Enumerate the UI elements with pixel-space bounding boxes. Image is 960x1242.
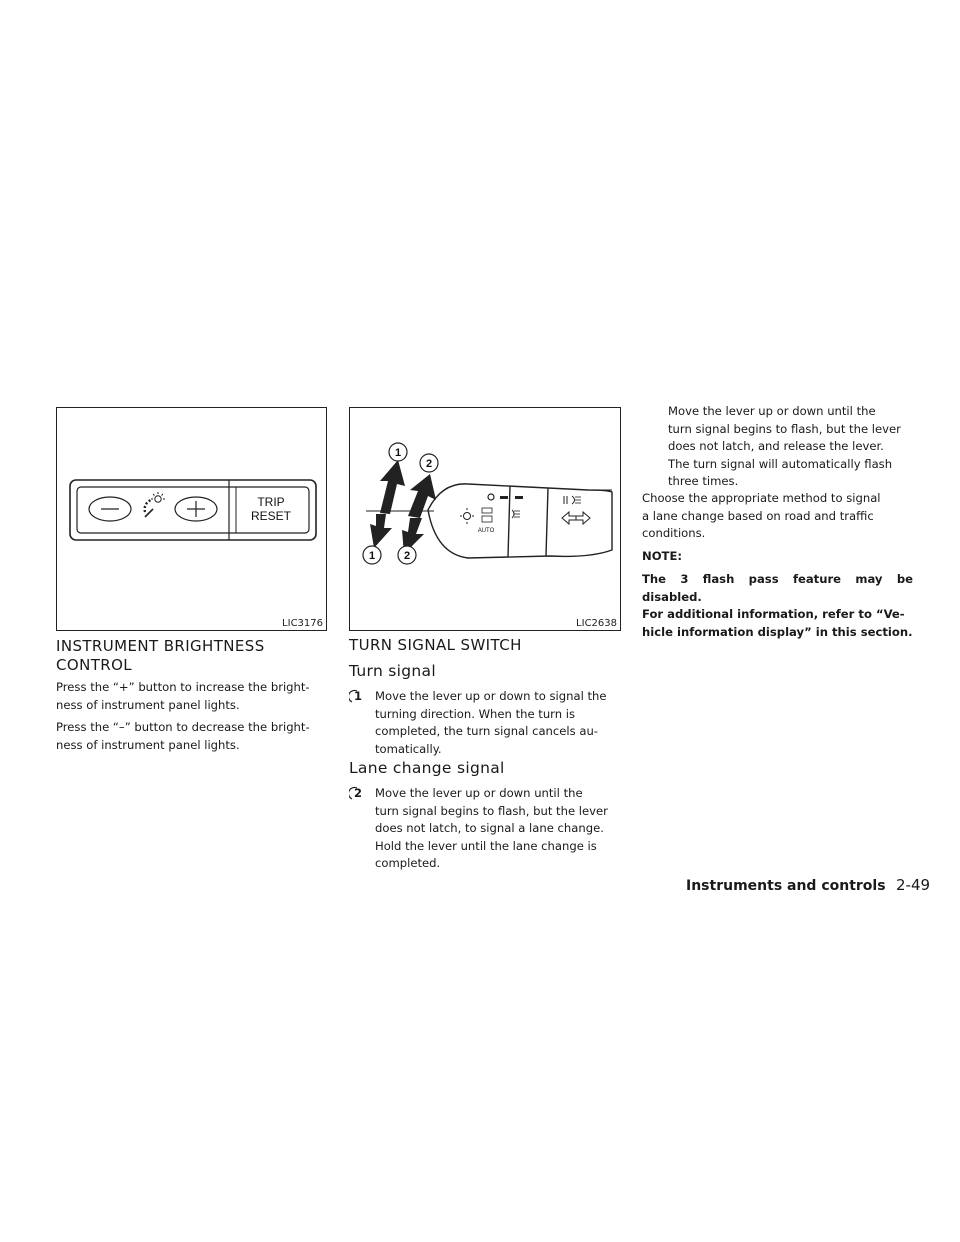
minus-button-icon bbox=[89, 497, 131, 521]
arrow-label-up-2: 2 bbox=[425, 458, 433, 470]
note-text bbox=[642, 571, 913, 641]
lane-change-subheading: Lane change signal bbox=[349, 759, 505, 777]
text-line: does not latch, and release the lever. bbox=[668, 439, 884, 453]
arrow-label-down-1: 1 bbox=[368, 550, 376, 562]
text-line: turn signal begins to flash, but the lever bbox=[668, 421, 901, 436]
arrow-label-up-1: 1 bbox=[394, 447, 402, 459]
brightness-control-figure bbox=[56, 407, 327, 631]
text-line: The turn signal will automatically flash bbox=[668, 456, 893, 471]
brightness-para-1 bbox=[56, 679, 326, 714]
text-line: ness of instrument panel lights. bbox=[56, 737, 240, 752]
text-line: Move the lever up or down until the bbox=[668, 404, 876, 418]
text-line: turning direction. When the turn is bbox=[375, 706, 576, 721]
footer-section: Instruments and controls bbox=[686, 878, 886, 894]
text-line: Choose the appropriate method to signal bbox=[642, 491, 881, 505]
item-number-1: 1 bbox=[352, 689, 364, 703]
auto-label: AUTO bbox=[477, 528, 495, 534]
text-line: does not latch, to signal a lane change. bbox=[375, 821, 604, 835]
item-number-2: 2 bbox=[352, 786, 364, 800]
text-line: Move the lever up or down to signal the bbox=[375, 689, 607, 703]
text-line: completed. bbox=[375, 856, 441, 870]
trip-label: TRIP bbox=[257, 495, 285, 509]
arrow-down-1-icon bbox=[370, 514, 392, 548]
page-number: 2-49 bbox=[896, 876, 931, 894]
text-line: ness of instrument panel lights. bbox=[56, 697, 240, 712]
text-line: a lane change based on road and traffic bbox=[642, 508, 874, 523]
text-line: Press the “+” button to increase the bright- bbox=[56, 680, 310, 694]
page-footer bbox=[686, 876, 930, 894]
note-label: NOTE: bbox=[642, 549, 683, 563]
heading-line: INSTRUMENT BRIGHTNESS bbox=[56, 637, 265, 655]
turn-signal-illustration bbox=[350, 408, 622, 632]
brightness-control-illustration bbox=[57, 408, 328, 632]
brightness-para-2 bbox=[56, 719, 326, 754]
lane-change-description bbox=[375, 785, 621, 873]
text-line: conditions. bbox=[642, 526, 706, 540]
brightness-heading bbox=[56, 637, 326, 675]
text-line: Press the “–” button to decrease the bright- bbox=[56, 720, 310, 734]
text-line: turn signal begins to flash, but the lever bbox=[375, 803, 608, 818]
text-line: Move the lever up or down until the bbox=[375, 786, 583, 800]
reset-label: RESET bbox=[250, 509, 292, 523]
plus-button-icon bbox=[175, 497, 217, 521]
text-line: completed, the turn signal cancels au- bbox=[375, 724, 598, 738]
arrow-label-down-2: 2 bbox=[403, 550, 411, 562]
text-line: For additional information, refer to “Ve- bbox=[642, 607, 905, 621]
turn-signal-figure bbox=[349, 407, 621, 631]
heading-line: CONTROL bbox=[56, 656, 133, 674]
turn-signal-heading: TURN SIGNAL SWITCH bbox=[349, 636, 522, 654]
figure-code: LIC3176 bbox=[282, 618, 323, 629]
text-line: The 3 flash pass feature may be disabled. bbox=[642, 572, 913, 604]
method-paragraph bbox=[642, 490, 913, 543]
text-line: hicle information display” in this section. bbox=[642, 624, 913, 639]
text-line: Hold the lever until the lane change is bbox=[375, 838, 597, 853]
figure-code: LIC2638 bbox=[576, 618, 617, 629]
text-line: tomatically. bbox=[375, 741, 442, 756]
lane-change-continued bbox=[668, 403, 913, 491]
arrow-up-1-icon bbox=[380, 460, 405, 514]
turn-signal-subheading: Turn signal bbox=[349, 662, 436, 680]
turn-signal-description bbox=[375, 688, 621, 758]
text-line: three times. bbox=[668, 474, 739, 488]
